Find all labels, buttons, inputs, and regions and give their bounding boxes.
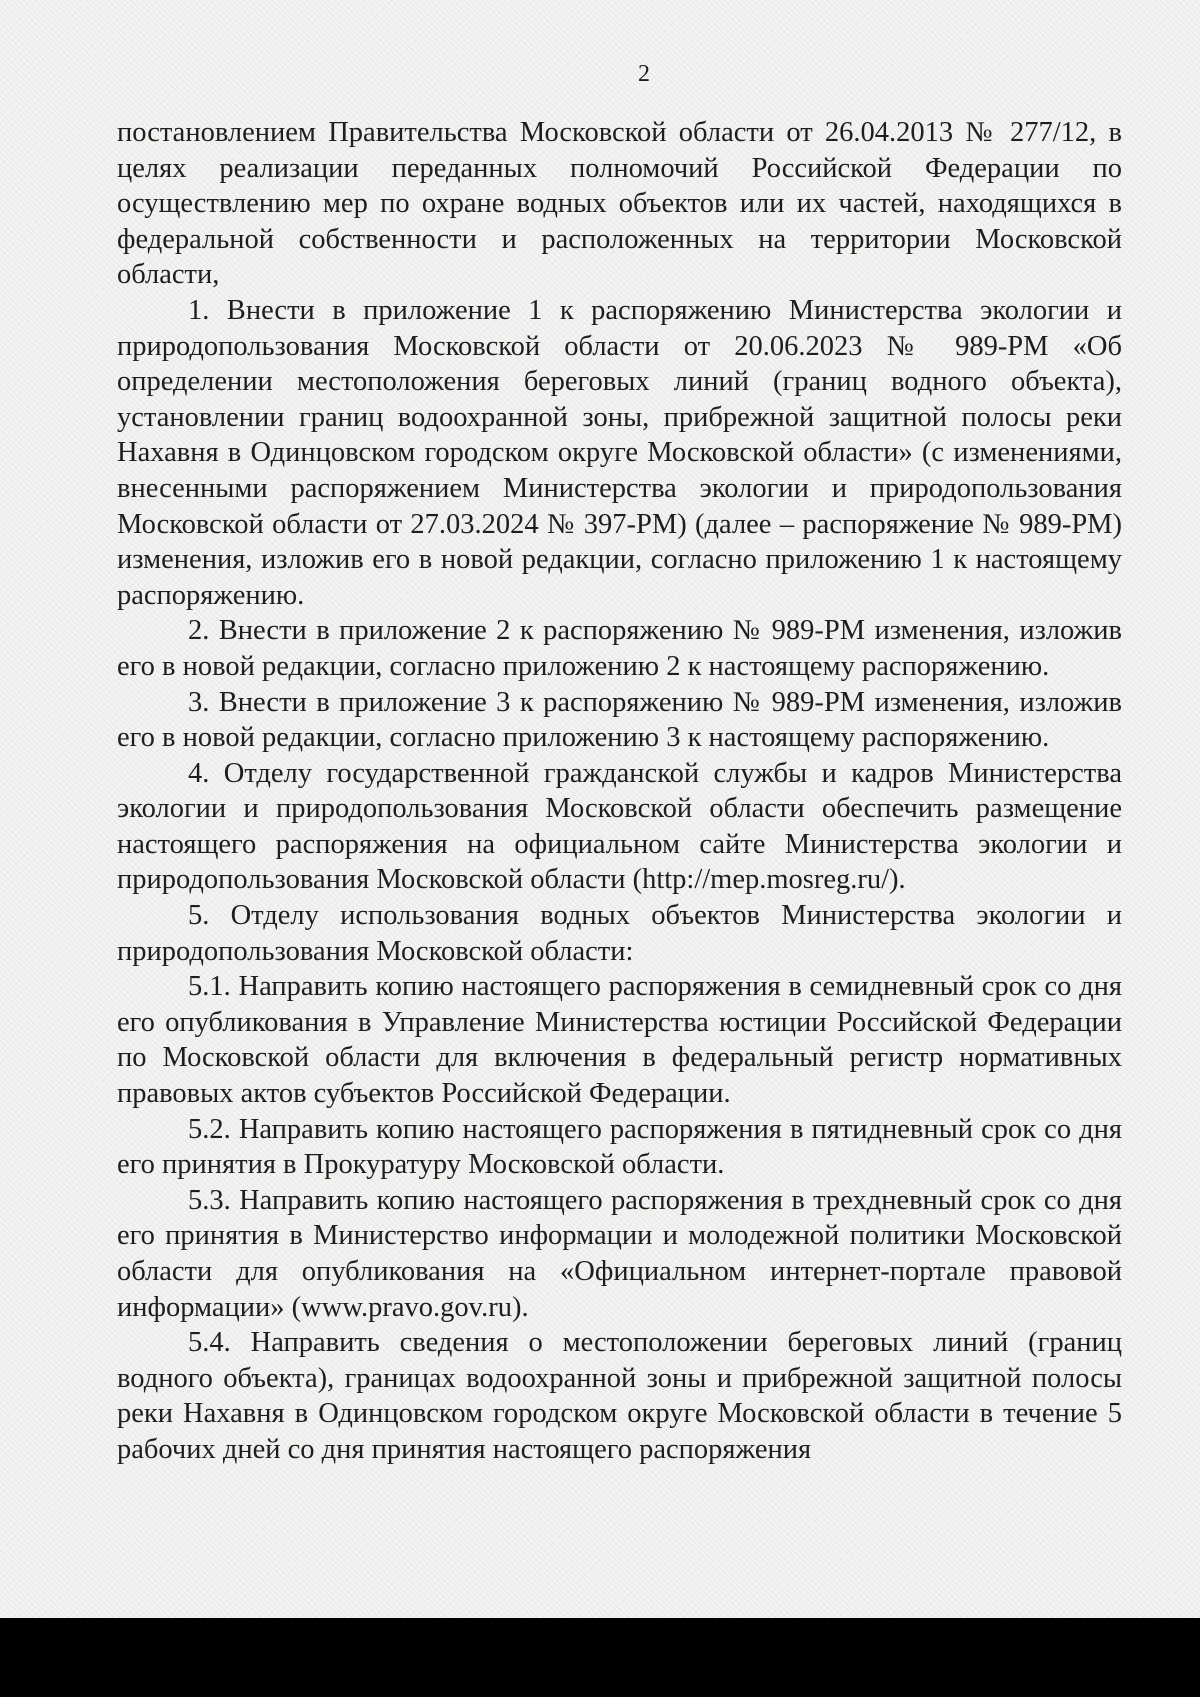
paragraph-5: 5. Отделу использования водных объектов Министерства экологии и природопользования Московской области: xyxy=(117,900,1122,967)
paragraph-5-1: 5.1. Направить копию настоящего распоряжения в семидневный срок со дня его опубликования в Управление Министерства юстиции Российской Федерации по Московской области для включения в федеральный регистр нормативных правовых актов субъектов Российской Федерации. xyxy=(117,971,1122,1110)
paragraph-3: 3. Внести в приложение 3 к распоряжению № 989-РМ изменения, изложив его в новой редакции, согласно приложению 3 к настоящему распоряжению. xyxy=(117,686,1122,754)
intro-paragraph: постановлением Правительства Московской области от 26.04.2013 № 277/12, в целях реализации переданных полномочий Российской Федерации по осуществлению мер по охране водных объектов или их частей, находящихся в федеральной собственности и расположенных на территории Московской области, xyxy=(117,117,1122,291)
paragraph-5-4: 5.4. Направить сведения о местоположении береговых линий (границ водного объекта), границах водоохранной зоны и прибрежной защитной полосы реки Нахавня в Одинцовском городском округе Московской области в течение 5 рабочих дней со дня принятия настоящего распоряжения xyxy=(117,1327,1122,1465)
paragraph-1: 1. Внести в приложение 1 к распоряжению Министерства экологии и природопользования Московской области от 20.06.2023 № 989-РМ «Об определении местоположения береговых линий (границ водного объекта), установлении границ водоохранной зоны, прибрежной защитной полосы реки Нахавня в Одинцовском городском округе Московской области» (с изменениями, внесенными распоряжением Министерства экологии и природопользования Московской области от 27.03.2024 № 397-РМ) (далее – распоряжение № 989-РМ) изменения, изложив его в новой редакции, согласно приложению 1 к настоящему распоряжению. xyxy=(117,294,1122,611)
paragraph-4: 4. Отделу государственной гражданской службы и кадров Министерства экологии и природопользования Московской области обеспечить размещение настоящего распоряжения на официальном сайте Министерства экологии и природопользования Московской области (http://mep.mosreg.ru/). xyxy=(117,757,1122,896)
document-body xyxy=(117,115,1122,1468)
paragraph-5-2: 5.2. Направить копию настоящего распоряжения в пятидневный срок со дня его принятия в Прокуратуру Московской области. xyxy=(117,1113,1122,1181)
scan-bottom-edge xyxy=(0,1618,1200,1697)
paragraph-5-3: 5.3. Направить копию настоящего распоряжения в трехдневный срок со дня его принятия в Министерство информации и молодежной политики Московской области для опубликования на «Официальном интернет-портале правовой информации» (www.pravo.gov.ru). xyxy=(117,1184,1122,1323)
page-number: 2 xyxy=(638,61,650,87)
paragraph-2: 2. Внести в приложение 2 к распоряжению № 989-РМ изменения, изложив его в новой редакции, согласно приложению 2 к настоящему распоряжению. xyxy=(117,615,1122,682)
